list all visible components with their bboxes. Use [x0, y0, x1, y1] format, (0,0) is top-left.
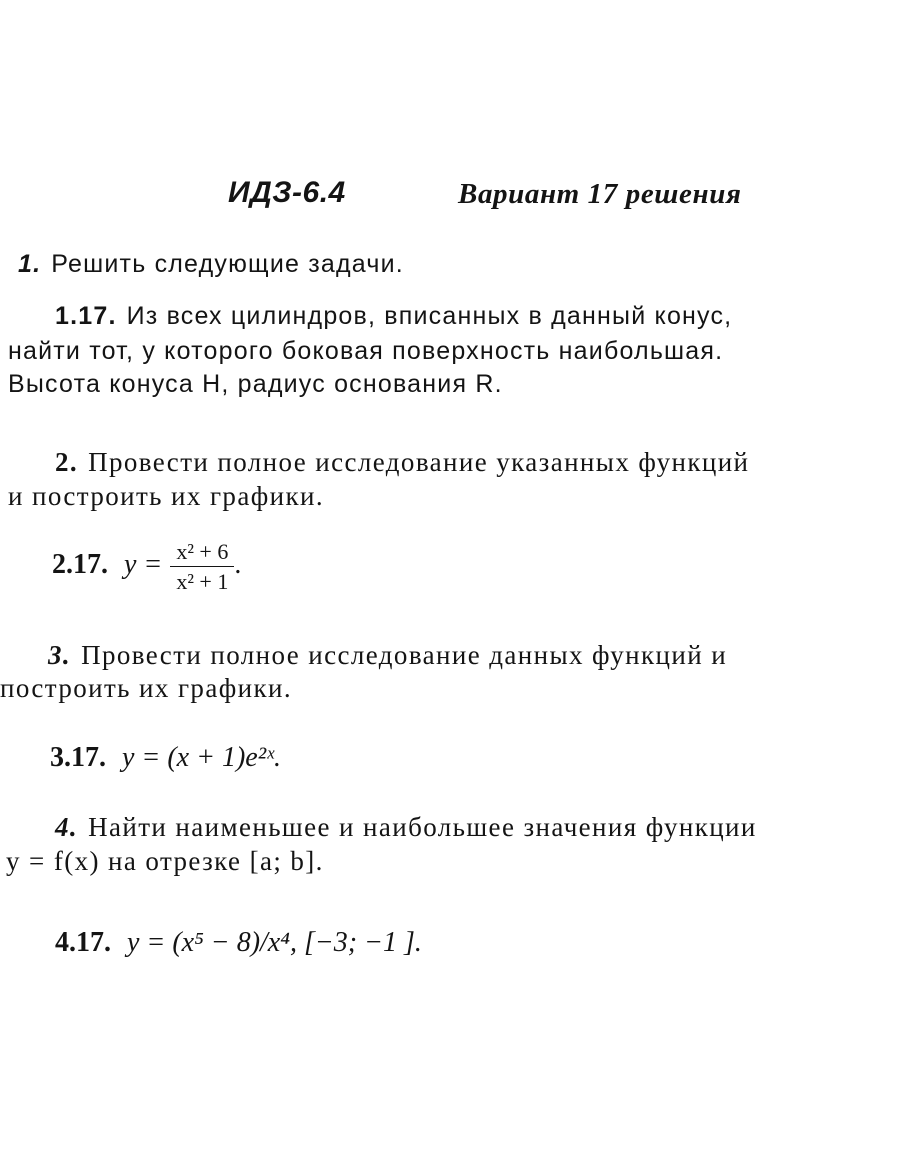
problem-2-17-number: 2.17.	[52, 549, 108, 581]
task-3-number: 3.	[48, 640, 72, 670]
task-2-heading	[55, 447, 749, 478]
formula-3-17: y = (x + 1)e²ˣ.	[122, 742, 282, 773]
task-3-text-2: построить их графики.	[0, 673, 292, 703]
problem-4-17	[55, 927, 422, 959]
task-1-number: 1.	[18, 250, 42, 278]
task-3-text-1: Провести полное исследование данных функций и	[81, 640, 728, 670]
task-3-heading	[48, 640, 727, 671]
formula-2-17-fraction	[170, 540, 234, 593]
formula-4-17: y = (x⁵ − 8)/x⁴, [−3; −1 ].	[127, 927, 422, 958]
task-4-heading	[55, 812, 757, 843]
variant-title: Вариант 17 решения	[458, 178, 742, 210]
problem-1-17-line-3: Высота конуса H, радиус основания R.	[8, 370, 503, 398]
document-code: ИДЗ-6.4	[228, 176, 346, 209]
problem-1-17-text-1: Из всех цилиндров, вписанных в данный конус,	[126, 302, 733, 330]
problem-1-17-line-1	[55, 302, 732, 331]
task-2-number: 2.	[55, 447, 79, 477]
formula-2-17-numerator: x² + 6	[170, 540, 234, 567]
formula-2-17-denominator: x² + 1	[176, 569, 229, 595]
task-2-text-2: и построить их графики.	[8, 481, 324, 511]
task-2-text-1: Провести полное исследование указанных функций	[88, 447, 750, 477]
task-1-text: Решить следующие задачи.	[51, 250, 404, 278]
task-1-heading	[18, 250, 404, 279]
formula-2-17-end: .	[234, 549, 242, 581]
task-4-number: 4.	[55, 812, 79, 842]
problem-1-17-number: 1.17.	[55, 302, 117, 330]
task-4-text-2: y = f(x) на отрезке [a; b].	[6, 846, 324, 876]
problem-2-17	[52, 540, 241, 593]
problem-1-17-line-2: найти тот, у которого боковая поверхность наибольшая.	[8, 337, 724, 365]
problem-3-17	[50, 742, 281, 774]
task-4-text-1: Найти наименьшее и наибольшее значения функции	[88, 812, 757, 842]
problem-4-17-number: 4.17.	[55, 927, 111, 958]
formula-2-17-lhs: y =	[124, 549, 163, 581]
problem-3-17-number: 3.17.	[50, 742, 106, 773]
